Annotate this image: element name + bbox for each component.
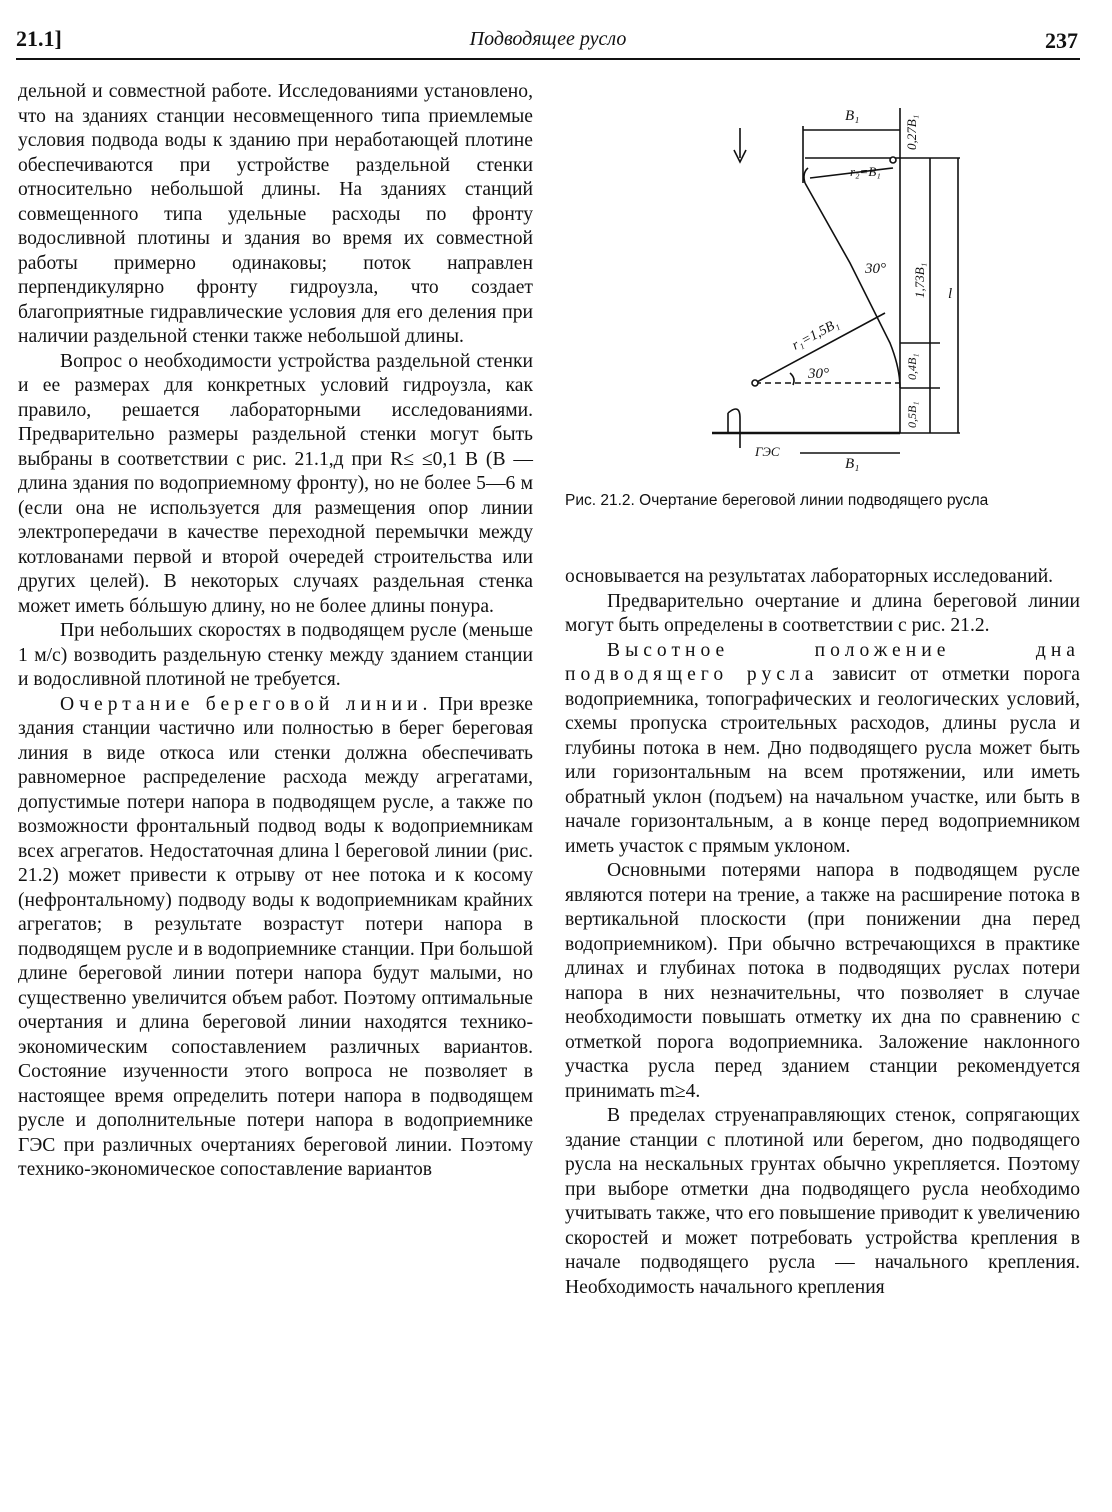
paragraph-bed-level (565, 639, 1080, 860)
paragraph: При небольших скоростях в подводящем русле (меньше 1 м/с) возводить раздельную стенку между зданием станции и водосливной плотиной не требуется. (18, 620, 533, 690)
r2-label: r₂=B₁ (850, 164, 881, 179)
header-rule (16, 58, 1080, 60)
b1-bottom-label: B₁ (845, 456, 860, 472)
paragraph-shoreline (18, 693, 533, 1183)
page-number: 237 (1045, 28, 1078, 53)
paragraph: дельной и совместной работе. Исследованиями установлено, что на зданиях станции несовмещенного типа приемлемые условия подвода воды к зданию при неработающей плотине обеспечиваются при устройстве раздельной стенки относительно небольшой длины. На зданиях станций совмещенного типа удельные расходы по фронту водосливной плотины и здания во время их совместной работы примерно одинаковы; поток направлен перпендикулярно фронту гидроузла, что создает благоприятные гидравлические условия для его деления при наличии раздельной стенки также небольшой длины. (18, 81, 533, 347)
paragraph: Основными потерями напора в подводящем русле являются потери на трение, а также на расширение потока в вертикальной плоскости (при понижении дна перед водоприемником). При обычно встречающихся в практике длинах и глубинах потока в подводящих руслах потери напора в них незначительны, что позволяет в случае необходимости повышать отметку их дна по сравнению с отметкой порога водоприемника. Заложение наклонного участка русла перед зданием станции рекомендуется принимать m≥4. (565, 860, 1080, 1102)
shoreline-curve (805, 183, 900, 388)
paragraph-text: зависит от отметки порога водоприемника, топографических и геологических условий, схемы пропуска строительных расходов, длины русла и глубины потока в нем. Дно подводящего русла может быть или горизонтальным на всем протяжении, или иметь обратный уклон (подъем) на начальном участке, или быть в начале горизонтальным, а в конце перед водоприемником иметь участок с прямым уклоном. (565, 664, 1081, 857)
paragraph: основывается на результатах лабораторных исследований. (565, 566, 1054, 587)
r1-label: r₁=1,5B₁ (789, 316, 842, 354)
h-low2-label: 0,5B₁ (905, 401, 919, 428)
figure-caption: Рис. 21.2. Очертание береговой линии подводящего русла (565, 492, 989, 509)
l-label: l (948, 286, 953, 302)
shoreline-diagram (700, 88, 980, 488)
h-top-label: 0,27B₁ (904, 114, 919, 150)
page-header (16, 22, 1080, 58)
h-mid-label: 1,73B₁ (912, 262, 927, 298)
running-title: Подводящее русло (469, 28, 627, 50)
angle-lower-label: 30° (808, 366, 829, 382)
right-column (565, 565, 1080, 1300)
angle-upper-label: 30° (865, 261, 886, 277)
paragraph: Предварительно очертание и длина береговой линии могут быть определены в соответствии с рис. 21.2. (565, 590, 1080, 636)
section-number: 21.1] (16, 26, 62, 51)
ges-label: ГЭС (755, 444, 780, 459)
h-low1-label: 0,4B₁ (905, 353, 919, 380)
paragraph: В пределах струенаправляющих стенок, сопрягающих здание станции с плотиной или берегом, дно подводящего русла на нескальных грунтах обычно укрепляется. Поэтому при выборе отметки дна подводящего русла необходимо учитывать также, что его повышение приводит к увеличению скоростей и может потребовать устройства крепления в начале подводящего русла — начального крепления. Необходимость начального крепления (565, 1105, 1080, 1298)
paragraph-text: При врезке здания станции частично или полностью в берег береговая линия в виде откоса или стенки должна обеспечивать равномерное распределение расхода между агрегатами, допустимые потери напора в подводящем русле, а также по возможности фронтальный подвод воды к водоприемникам всех агрегатов. Недостаточная длина l береговой линии (рис. 21.2) может привести к отрыву от нее потока и к косому (нефронтальному) подводу воды к водоприемникам крайних агрегатов; в результате возрастут потери напора в подводящем русле и в водоприемнике станции. При большой длине береговой линии потери напора будут малыми, но существенно увеличится объем работ. Поэтому оптимальные очертания и длина береговой линии находятся технико-экономическим сопоставлением различных вариантов. Состояние изученности этого вопроса не позволяет в настоящее время определить потери напора в подводящем русле и дополнительные потери напора в водоприемнике ГЭС при различных очертаниях береговой линии. Поэтому технико-экономическое сопоставление вариантов (18, 693, 533, 1180)
section-heading: Очертание береговой линии. (60, 693, 433, 715)
left-column (18, 80, 533, 1183)
paragraph: Вопрос о необходимости устройства раздельной стенки и ее размерах для конкретных условий гидроузла, как правило, решается лабораторными исследованиями. Предварительно размеры раздельной стенки могут быть выбраны в соответствии с рис. 21.1,д при R≤ ≤0,1 B (B — длина здания по водоприемному фронту), но не более 5—6 м (если она не используется для размещения опор линии электропередачи в качестве переходной перемычки между котлованами первой и второй очередей строительства или других целей). В некоторых случаях раздельная стенка может иметь бóльшую длину, но не более длины понура. (18, 350, 533, 617)
b1-top-label: B₁ (845, 108, 860, 124)
section-heading: Высотное положение дна подводящего русла (565, 639, 1080, 685)
